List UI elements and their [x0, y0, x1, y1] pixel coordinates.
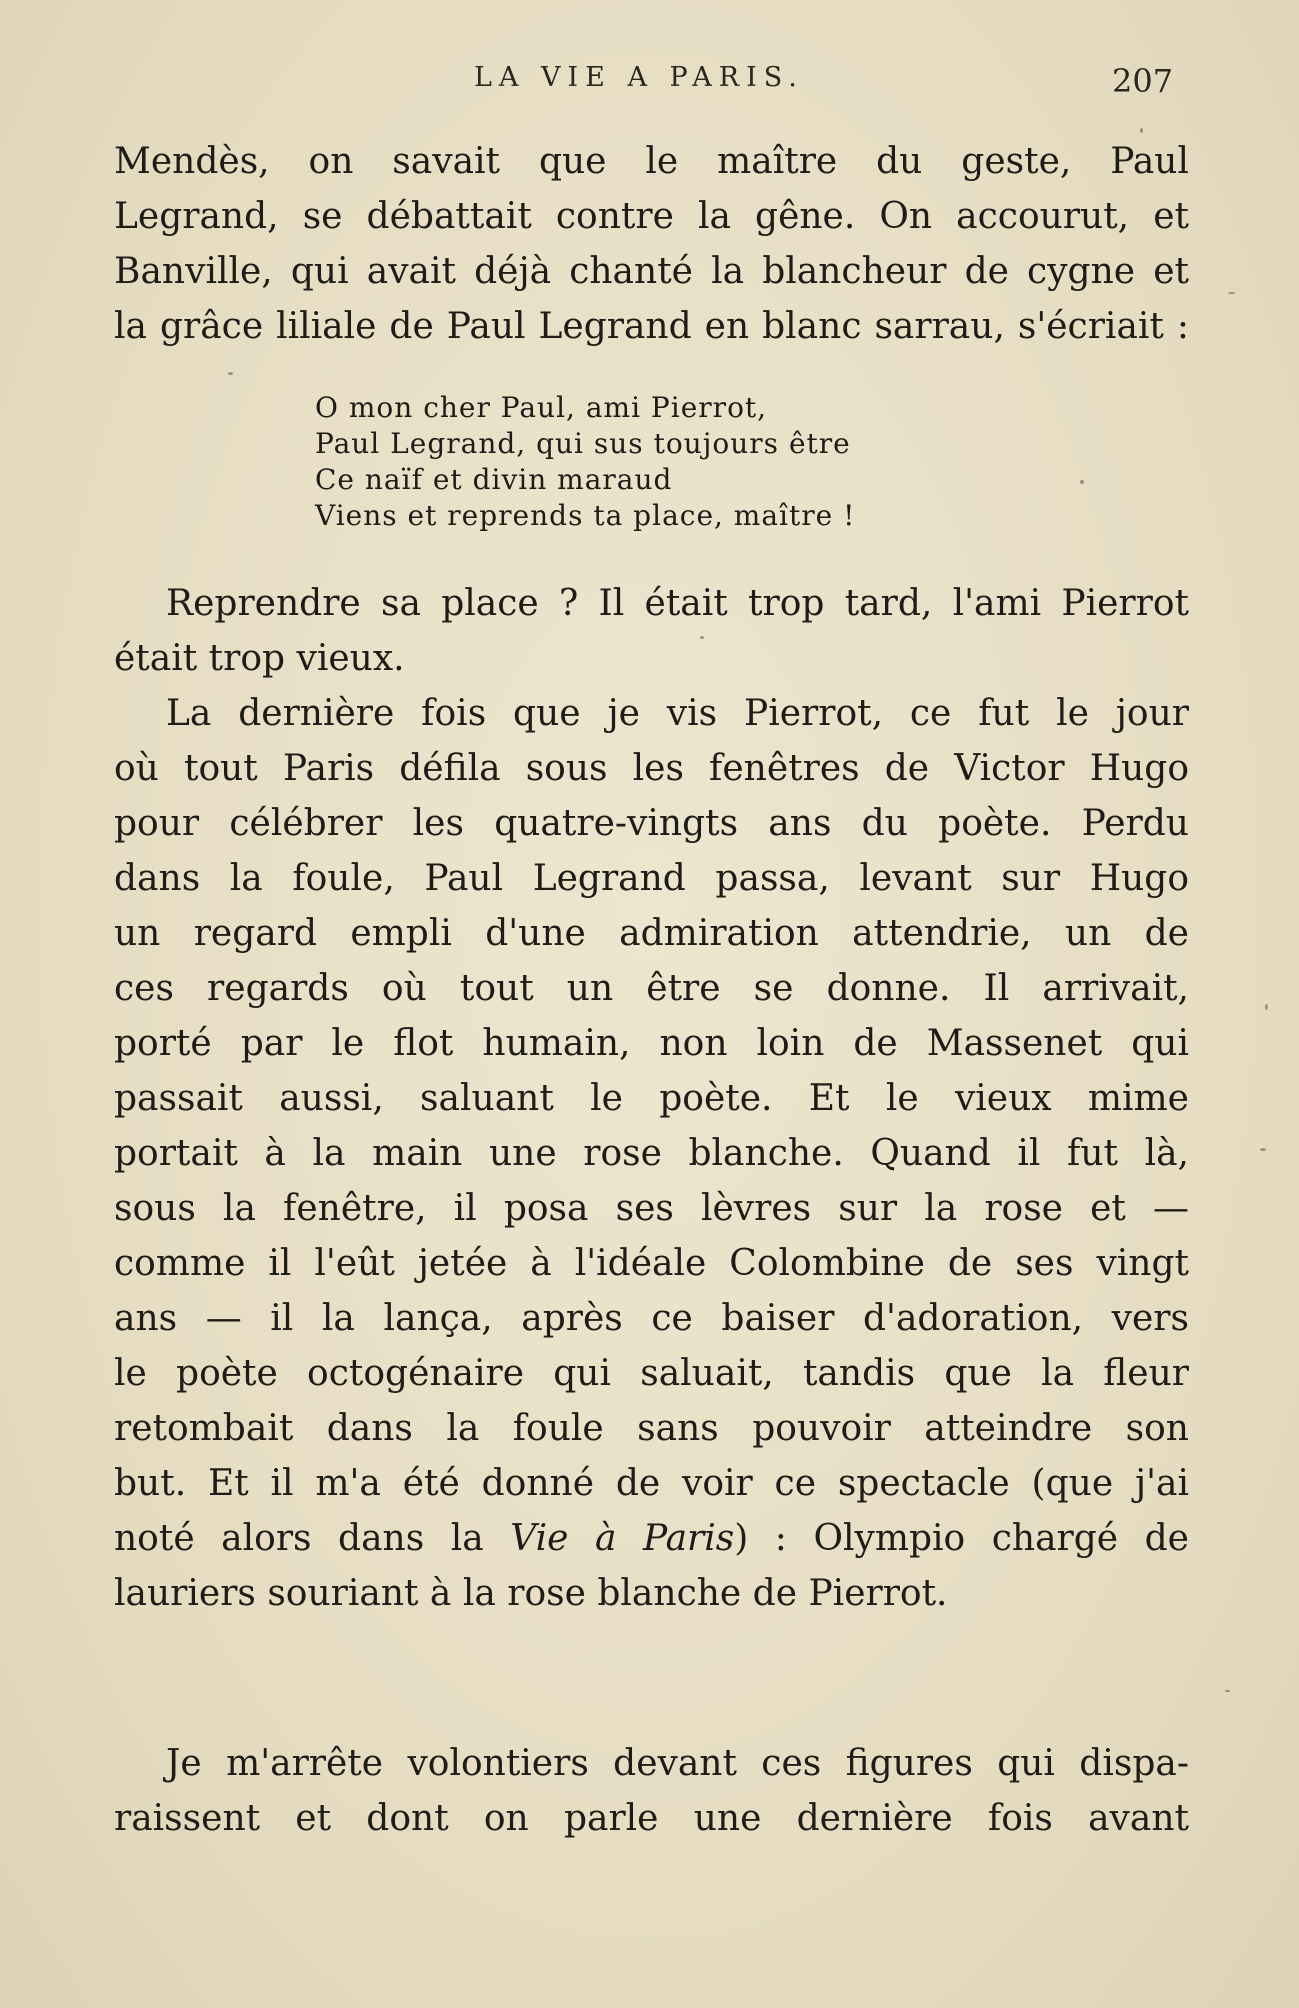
text-line: portait à la main une rose blanche. Quand il fut là,	[114, 1133, 1189, 1174]
text-line: où tout Paris défila sous les fenêtres de Victor Hugo	[114, 748, 1189, 789]
italic-title: Vie à Paris	[510, 1518, 735, 1559]
verse-line: Ce naïf et divin maraud	[315, 463, 673, 496]
text-line: porté par le flot humain, non loin de Massenet qui	[114, 1023, 1189, 1064]
text-line: ans — il la lança, après ce baiser d'adoration, vers	[114, 1298, 1189, 1339]
running-head: LA VIE A PARIS.	[474, 62, 804, 93]
text-line-with-italic	[114, 1517, 1189, 1561]
verse-line: O mon cher Paul, ami Pierrot,	[315, 391, 768, 424]
text-line: un regard empli d'une admiration attendrie, un de	[114, 913, 1189, 954]
text-line: sous la fenêtre, il posa ses lèvres sur la rose et —	[114, 1188, 1189, 1229]
paper-speck	[1080, 480, 1084, 484]
paper-speck	[1140, 128, 1143, 133]
text-line: ces regards où tout un être se donne. Il arrivait,	[114, 968, 1189, 1009]
text-line: comme il l'eût jetée à l'idéale Colombine de ses vingt	[114, 1243, 1189, 1284]
verse-line: Viens et reprends ta place, maître !	[315, 499, 856, 532]
text-line: La dernière fois que je vis Pierrot, ce fut le jour	[166, 693, 1189, 734]
text-line: raissent et dont on parle une dernière fois avant	[114, 1798, 1189, 1839]
paper-speck	[228, 372, 233, 375]
paper-speck	[1225, 1690, 1230, 1692]
text-line: pour célébrer les quatre-vingts ans du poète. Perdu	[114, 803, 1189, 844]
verse-line: Paul Legrand, qui sus toujours être	[315, 427, 851, 460]
text-line: dans la foule, Paul Legrand passa, levant sur Hugo	[114, 858, 1189, 899]
text-line: passait aussi, saluant le poète. Et le vieux mime	[114, 1078, 1189, 1119]
text-segment: noté alors dans la	[114, 1518, 511, 1559]
text-line: Je m'arrête volontiers devant ces figures qui dispa-	[166, 1743, 1189, 1784]
text-line: Mendès, on savait que le maître du geste, Paul	[114, 141, 1189, 182]
page-number: 207	[1112, 62, 1174, 100]
text-line: le poète octogénaire qui saluait, tandis que la fleur	[114, 1353, 1189, 1394]
text-line: retombait dans la foule sans pouvoir atteindre son	[114, 1408, 1189, 1449]
paper-speck	[1260, 1148, 1266, 1151]
text-line: but. Et il m'a été donné de voir ce spectacle (que j'ai	[114, 1463, 1189, 1504]
paper-speck	[700, 636, 704, 639]
paper-speck	[1228, 292, 1235, 294]
text-segment: ) : Olympio chargé de	[734, 1518, 1189, 1559]
paper-speck	[1265, 1004, 1268, 1010]
text-line: Legrand, se débattait contre la gêne. On accourut, et	[114, 196, 1189, 237]
text-line: était trop vieux.	[114, 638, 405, 679]
text-line: la grâce liliale de Paul Legrand en blanc sarrau, s'écriait :	[114, 306, 1189, 347]
text-line: lauriers souriant à la rose blanche de Pierrot.	[114, 1573, 948, 1614]
text-line: Reprendre sa place ? Il était trop tard, l'ami Pierrot	[166, 583, 1189, 624]
text-line: Banville, qui avait déjà chanté la blancheur de cygne et	[114, 251, 1189, 292]
